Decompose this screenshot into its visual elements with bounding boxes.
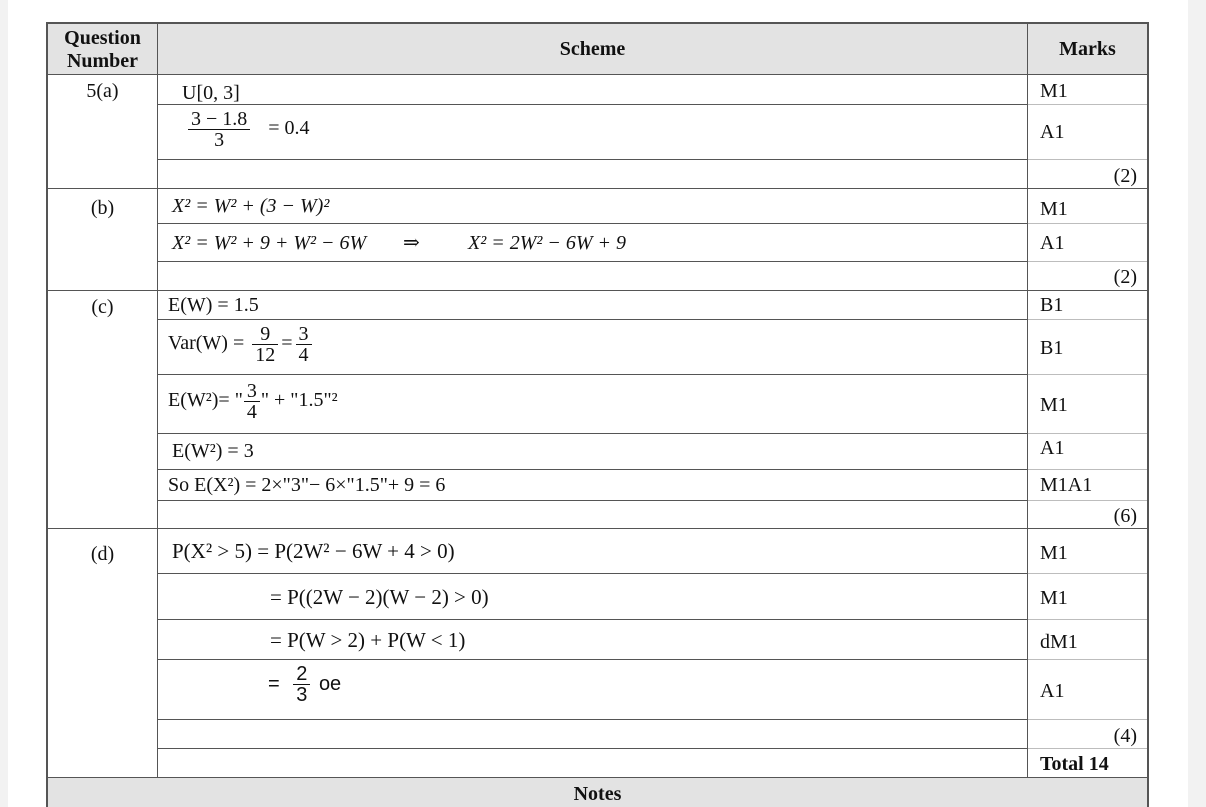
scheme-c-2 (168, 324, 315, 365)
mark-d-3: dM1 (1040, 631, 1078, 653)
expectation-suffix: " + "1.5"² (260, 389, 338, 412)
row-line (157, 374, 1028, 375)
scheme-c-5: So E(X²) = 2×"3"− 6×"1.5"+ 9 = 6 (168, 474, 446, 496)
subtotal-b: (2) (1113, 266, 1137, 288)
marks-row-line (1028, 104, 1147, 105)
marks-row-line (1028, 619, 1147, 620)
fraction-result: = 0.4 (268, 117, 310, 140)
table-border-top (46, 22, 1149, 24)
row-line (157, 223, 1028, 224)
fraction (244, 381, 260, 422)
marks-row-line (1028, 573, 1147, 574)
mark-c-1: B1 (1040, 294, 1064, 316)
mark-b-1: M1 (1040, 198, 1068, 220)
section-divider-b (46, 290, 1149, 291)
mark-d-4: A1 (1040, 680, 1065, 702)
mark-c-4: A1 (1040, 437, 1065, 459)
fraction-numerator: 3 (296, 324, 312, 345)
scheme-d-4 (268, 664, 341, 705)
fraction (296, 324, 312, 365)
header-scheme: Scheme (559, 38, 626, 60)
mark-a-2: A1 (1040, 121, 1065, 143)
scheme-d-3: = P(W > 2) + P(W < 1) (270, 628, 466, 652)
mark-d-2: M1 (1040, 587, 1068, 609)
mark-c-2: B1 (1040, 337, 1064, 359)
marks-row-line (1028, 433, 1147, 434)
scheme-a-1: U[0, 3] (182, 82, 240, 104)
mark-c-5: M1A1 (1040, 474, 1093, 496)
part-label-d: (d) (90, 543, 115, 565)
marks-row-line (1028, 469, 1147, 470)
scheme-a-2 (185, 109, 310, 150)
part-label-c: (c) (91, 296, 114, 318)
row-line (157, 619, 1028, 620)
fraction (252, 324, 278, 365)
section-divider-d (46, 777, 1149, 778)
row-line (157, 719, 1028, 720)
mark-d-1: M1 (1040, 542, 1068, 564)
equals-sign: = (281, 332, 293, 355)
oe-note: oe (318, 672, 342, 695)
row-line (157, 104, 1028, 105)
column-divider-1 (157, 22, 158, 778)
row-line (157, 469, 1028, 470)
fraction-numerator: 9 (252, 324, 278, 345)
row-line (157, 659, 1028, 660)
fraction-denominator: 12 (255, 344, 276, 366)
expectation-prefix: E(W²)= " (168, 389, 243, 412)
marks-row-line (1028, 719, 1147, 720)
mark-c-3: M1 (1040, 394, 1068, 416)
total-marks: Total 14 (1040, 753, 1109, 775)
row-line (157, 748, 1028, 749)
marks-row-line (1028, 748, 1147, 749)
scheme-d-2: = P((2W − 2)(W − 2) > 0) (270, 585, 489, 609)
implies-arrow: ⇒ (403, 232, 420, 254)
section-divider-a (46, 188, 1149, 189)
fraction-denominator: 3 (214, 129, 225, 151)
fraction-numerator: 3 (244, 381, 260, 402)
section-divider-c (46, 528, 1149, 529)
scheme-c-4: E(W²) = 3 (172, 440, 254, 462)
fraction-numerator: 2 (293, 664, 310, 685)
scheme-b-2-right: X² = 2W² − 6W + 9 (468, 232, 627, 254)
table-border-right (1147, 22, 1149, 807)
row-line (157, 261, 1028, 262)
marks-row-line (1028, 659, 1147, 660)
fraction-denominator: 3 (296, 684, 308, 706)
variance-prefix: Var(W) = (168, 332, 245, 355)
row-line (157, 319, 1028, 320)
fraction-denominator: 4 (246, 401, 257, 423)
row-line (157, 159, 1028, 160)
scheme-b-2-left: X² = W² + 9 + W² − 6W (172, 232, 367, 254)
part-label-b: (b) (90, 197, 115, 219)
scheme-d-1: P(X² > 5) = P(2W² − 6W + 4 > 0) (172, 539, 455, 563)
scheme-c-1: E(W) = 1.5 (168, 294, 259, 316)
marks-row-line (1028, 261, 1147, 262)
mark-a-1: M1 (1040, 80, 1068, 102)
fraction (188, 109, 250, 150)
marks-row-line (1028, 319, 1147, 320)
row-line (157, 433, 1028, 434)
marks-row-line (1028, 223, 1147, 224)
fraction-numerator: 3 − 1.8 (188, 109, 250, 130)
header-marks: Marks (1059, 38, 1116, 60)
equals-sign: = (268, 672, 280, 695)
row-line (157, 500, 1028, 501)
part-label-a: 5(a) (86, 80, 119, 102)
header-divider (46, 74, 1149, 75)
notes-header: Notes (573, 783, 622, 805)
row-line (157, 573, 1028, 574)
table-border-left (46, 22, 48, 807)
marks-row-line (1028, 500, 1147, 501)
scheme-c-3 (168, 381, 338, 422)
marks-row-line (1028, 374, 1147, 375)
fraction-denominator: 4 (298, 344, 309, 366)
column-divider-2 (1027, 22, 1028, 778)
mark-b-2: A1 (1040, 232, 1065, 254)
scheme-b-1: X² = W² + (3 − W)² (172, 195, 330, 217)
subtotal-c: (6) (1113, 505, 1137, 527)
marks-row-line (1028, 159, 1147, 160)
subtotal-d: (4) (1113, 725, 1137, 747)
fraction (293, 664, 310, 705)
header-question-number: Question Number (64, 27, 141, 72)
subtotal-a: (2) (1113, 165, 1137, 187)
